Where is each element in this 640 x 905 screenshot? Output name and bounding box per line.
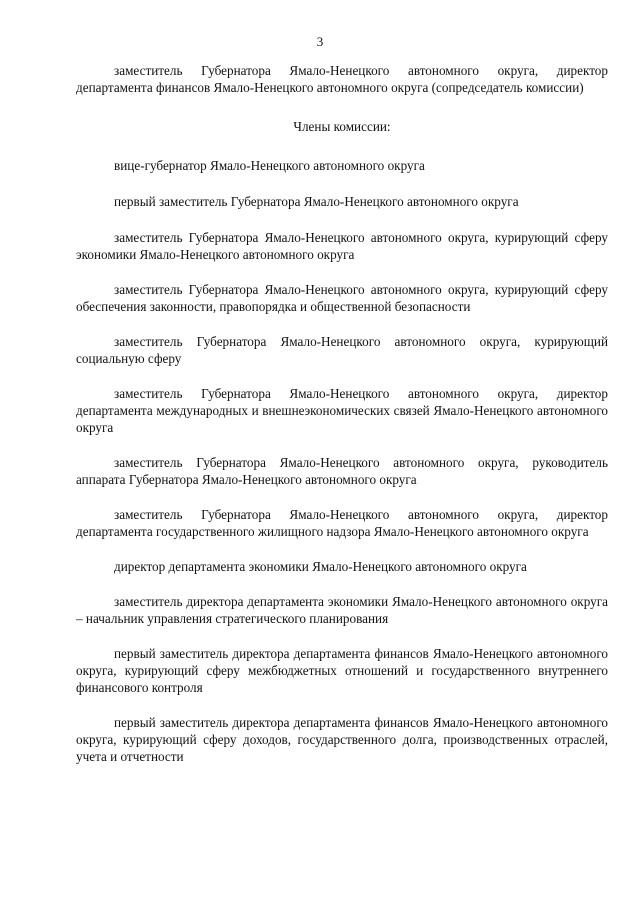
document-body [76,62,608,765]
page-number: 3 [316,34,324,49]
member-item: заместитель Губернатора Ямало-Ненецкого автономного округа, директор департамента государственного жилищного надзора Ямало-Ненецкого автономного округа [76,507,608,539]
member-item: первый заместитель Губернатора Ямало-Ненецкого автономного округа [114,194,519,209]
cochair-paragraph: заместитель Губернатора Ямало-Ненецкого автономного округа, директор департамента финансов Ямало-Ненецкого автономного округа (сопредседатель комиссии) [76,63,608,95]
member-item: вице-губернатор Ямало-Ненецкого автономного округа [114,158,425,173]
member-item: первый заместитель директора департамента финансов Ямало-Ненецкого автономного округа, курирующий сферу доходов, государственного долга, производственных отраслей, учета и отчетности [76,715,608,764]
member-item: первый заместитель директора департамента финансов Ямало-Ненецкого автономного округа, курирующий сферу межбюджетных отношений и государственного внутреннего финансового контроля [76,646,608,695]
member-item: заместитель Губернатора Ямало-Ненецкого автономного округа, курирующий социальную сферу [76,334,608,366]
member-item: заместитель Губернатора Ямало-Ненецкого автономного округа, курирующий сферу обеспечения законности, правопорядка и общественной безопасности [76,282,608,314]
member-item: заместитель Губернатора Ямало-Ненецкого автономного округа, руководитель аппарата Губернатора Ямало-Ненецкого автономного округа [76,455,608,487]
members-heading: Члены комиссии: [293,119,391,134]
member-item: заместитель директора департамента экономики Ямало-Ненецкого автономного округа – начальник управления стратегического планирования [76,594,608,626]
member-item: директор департамента экономики Ямало-Ненецкого автономного округа [114,559,527,574]
member-item: заместитель Губернатора Ямало-Ненецкого автономного округа, директор департамента международных и внешнеэкономических связей Ямало-Ненецкого автономного округа [76,386,608,435]
member-item: заместитель Губернатора Ямало-Ненецкого автономного округа, курирующий сферу экономики Ямало-Ненецкого автономного округа [76,230,608,262]
